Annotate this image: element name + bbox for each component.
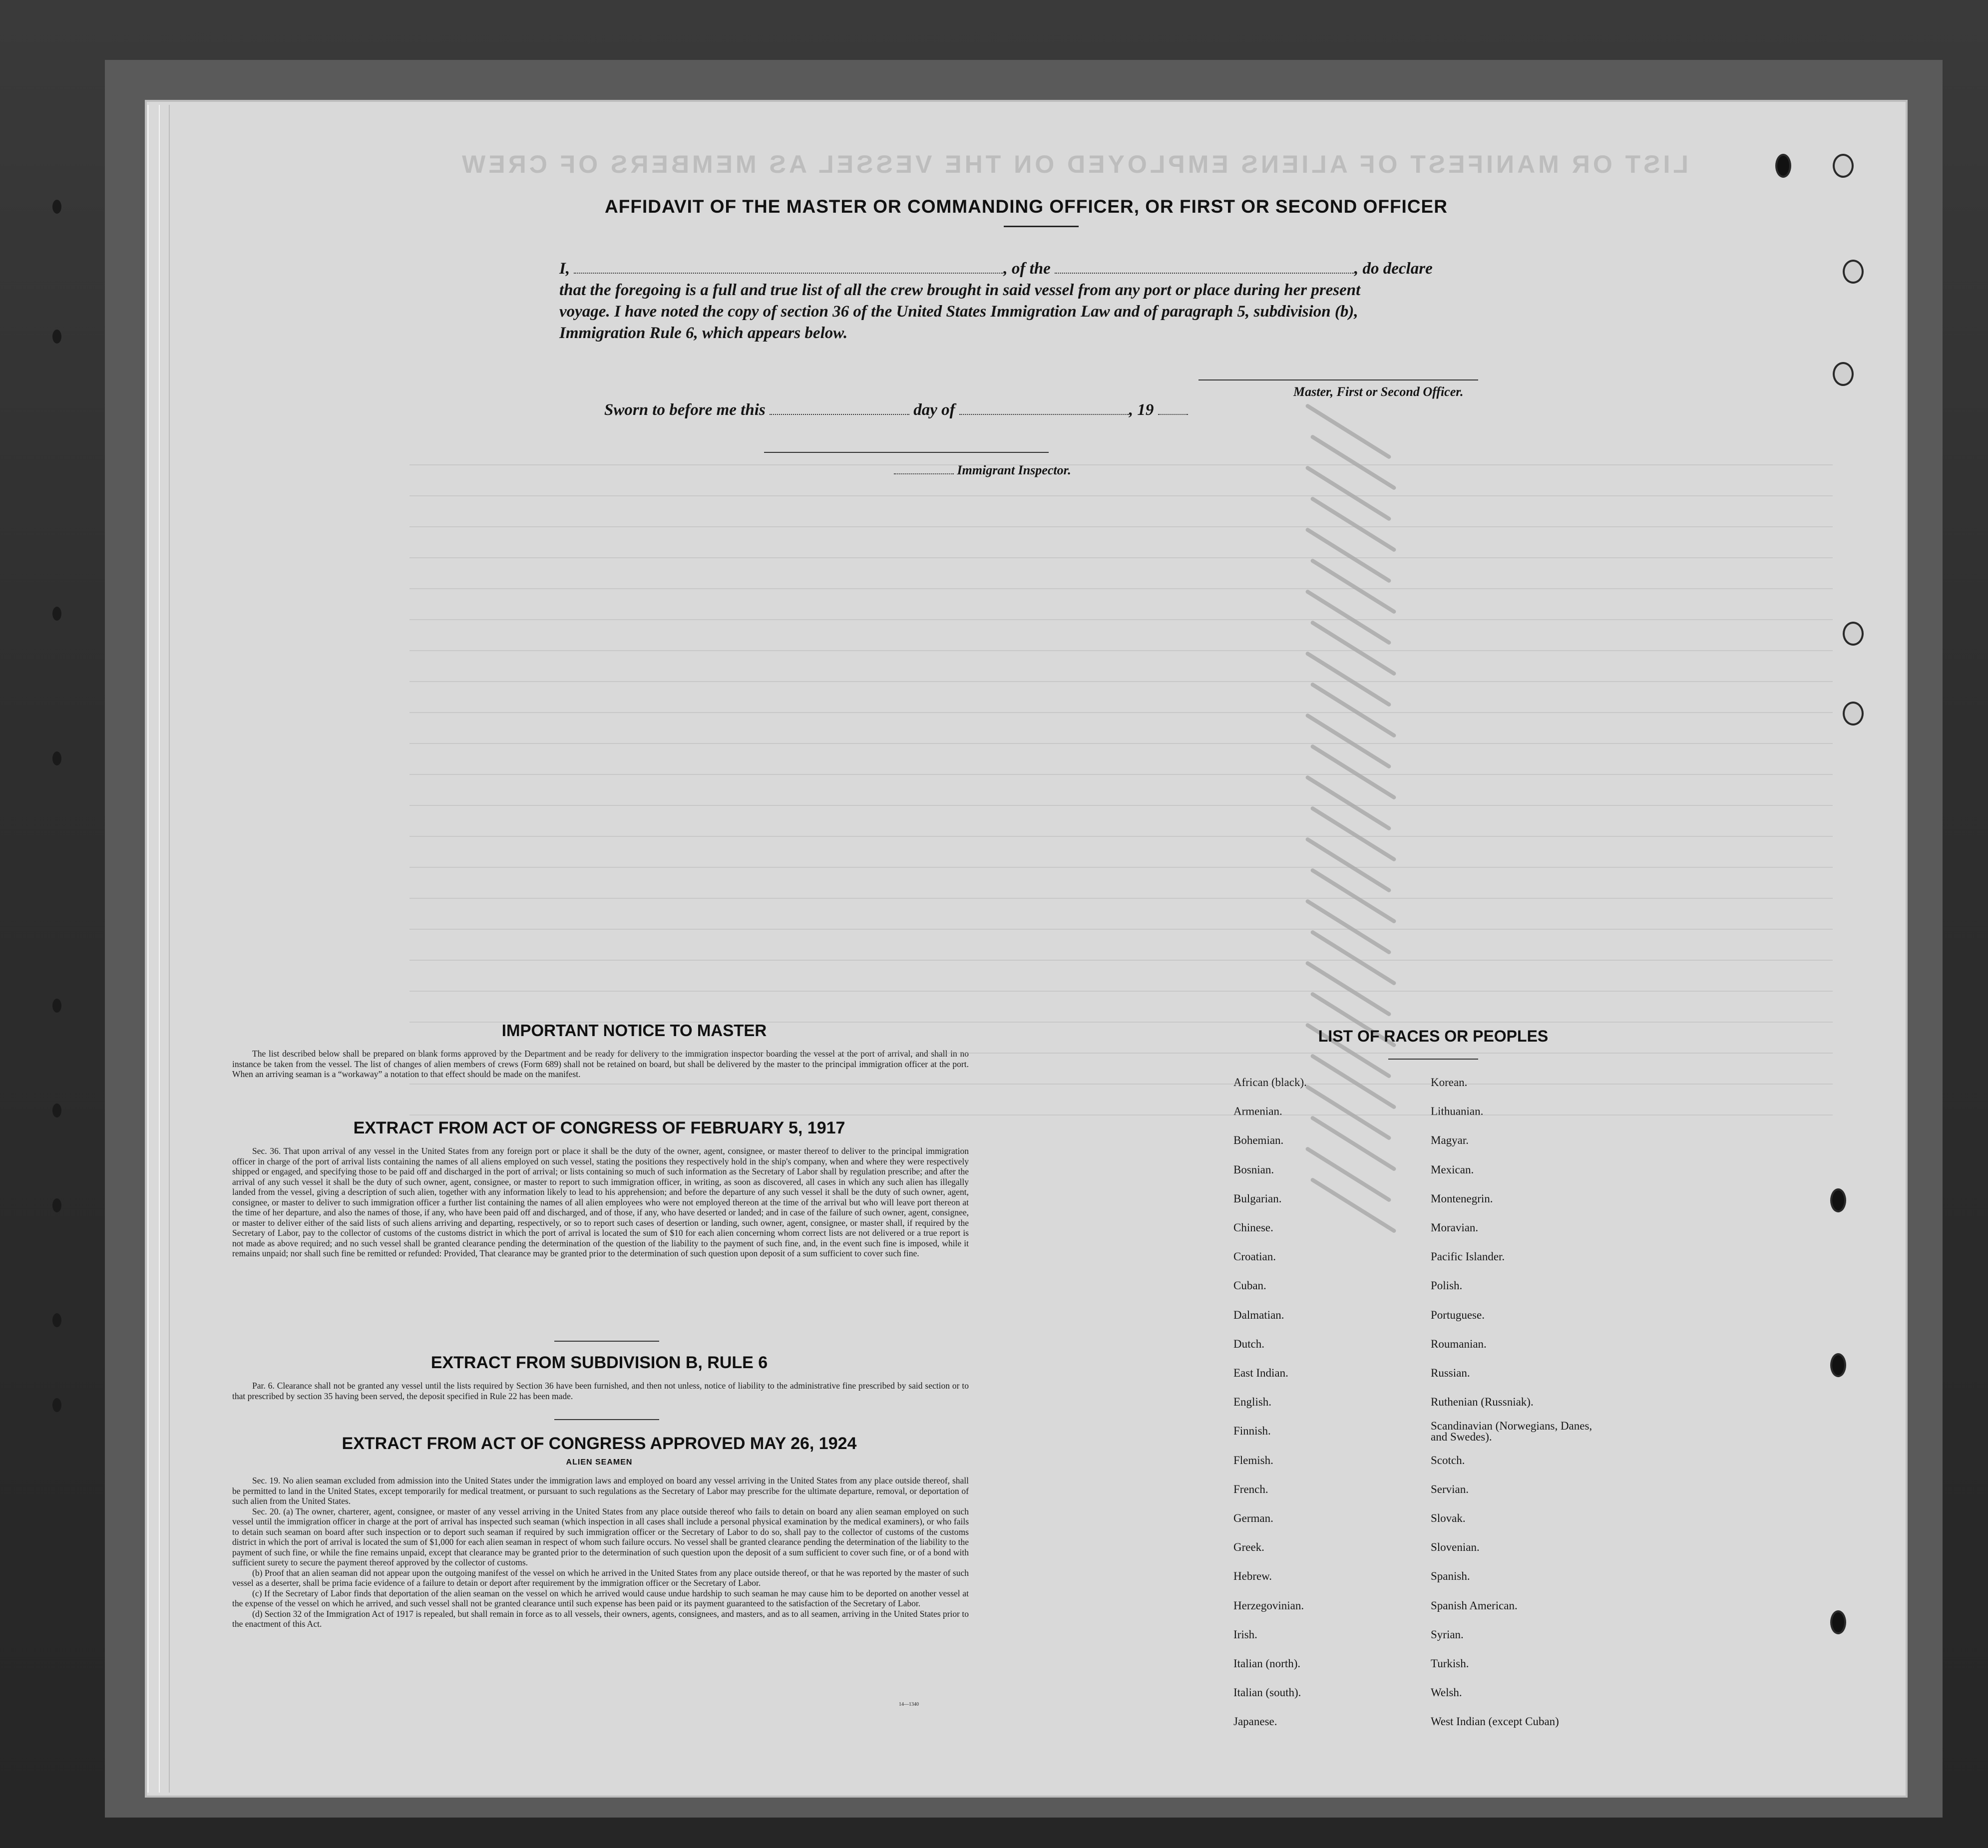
extract-1924-body	[232, 1476, 969, 1629]
race-item: Lithuanian.	[1431, 1105, 1484, 1118]
bleed-through-row	[409, 991, 1833, 992]
affidavit-line-1	[559, 260, 1433, 278]
bleed-through-row	[409, 557, 1833, 558]
race-item: Portuguese.	[1431, 1308, 1485, 1321]
race-item: Servian.	[1431, 1482, 1469, 1495]
race-item: Dalmatian.	[1233, 1308, 1284, 1321]
section-rule	[554, 1341, 659, 1342]
race-item: Finnish.	[1233, 1425, 1271, 1438]
affidavit-title: AFFIDAVIT OF THE MASTER OR COMMANDING OFFICER, OR FIRST OR SECOND OFFICER	[605, 196, 1448, 217]
bleed-through-row	[409, 1053, 1833, 1054]
race-item: Moravian.	[1431, 1221, 1479, 1234]
extract-1924-title: EXTRACT FROM ACT OF CONGRESS APPROVED MAY 26, 1924	[342, 1434, 857, 1453]
section-rule	[554, 1419, 659, 1420]
bleed-through-row	[409, 743, 1833, 744]
race-item: Bohemian.	[1233, 1134, 1284, 1147]
affidavit-line-2: that the foregoing is a full and true list of all the crew brought in said vessel from any port or place during her present	[559, 281, 1361, 299]
bleed-through-row	[409, 619, 1833, 620]
sworn-day-blank	[770, 404, 909, 415]
bleed-through-row	[409, 1022, 1833, 1023]
affidavit-declare: , do declare	[1354, 260, 1433, 278]
race-item: Pacific Islander.	[1431, 1250, 1505, 1263]
binder-pin	[52, 1198, 61, 1212]
race-item: Russian.	[1431, 1367, 1470, 1379]
bleed-through-row	[409, 526, 1833, 527]
binder-hole	[1843, 622, 1864, 646]
race-item: Scotch.	[1431, 1454, 1465, 1467]
race-item: Korean.	[1431, 1076, 1468, 1089]
sworn-year-blank	[1158, 404, 1188, 415]
binder-pin	[52, 1313, 61, 1327]
race-item: Mexican.	[1431, 1163, 1474, 1176]
bleed-through-row	[409, 712, 1833, 713]
notice-body: The list described below shall be prepared on blank forms approved by the Department and be ready for delivery to the immigration inspector boarding the vessel at the port of arrival, and shall in no instance be taken from the vessel. The list of changes of alien members of crews (Form 689) shall not be retained on board, but shall be delivered by the master to the principal immigration officer at the port. When an arriving seaman is a “workaway” a notation to that effect should be made on the manifest.	[232, 1049, 969, 1079]
race-item: Ruthenian (Russniak).	[1431, 1396, 1534, 1409]
inspector-lead-blank	[894, 467, 954, 474]
title-rule	[1004, 226, 1079, 227]
race-item: Slovak.	[1431, 1512, 1466, 1524]
bleed-through-row	[409, 650, 1833, 651]
binder-pin	[52, 751, 61, 765]
affidavit-i: I,	[559, 260, 570, 278]
sworn-day-of: day of	[913, 401, 955, 419]
bleed-through-row	[409, 867, 1833, 868]
binder-hole	[1843, 260, 1864, 284]
bleed-through-row	[409, 898, 1833, 899]
race-item: Magyar.	[1431, 1134, 1469, 1147]
race-item: Italian (north).	[1233, 1657, 1301, 1670]
name-blank	[574, 263, 1003, 274]
binder-hole	[1833, 154, 1854, 178]
binder-pin	[52, 999, 61, 1013]
race-item: Montenegrin.	[1431, 1192, 1493, 1205]
race-item: Irish.	[1233, 1628, 1257, 1641]
race-item: Italian (south).	[1233, 1686, 1301, 1699]
sec-19-text: Sec. 19. No alien seaman excluded from admission into the United States under the immigration laws and employed on board any vessel arriving in the United States from any place outside thereof, shall be permitted to land in the United States, except temporarily for medical treatment, or pursuant to such regulations as the Secretary of Labor may prescribe for the ultimate departure, removal, or deportation of such alien from the United States.	[232, 1476, 969, 1506]
binder-pin	[52, 200, 61, 214]
sworn-label: Sworn to before me this	[604, 401, 766, 419]
sworn-month-blank	[959, 404, 1129, 415]
race-item: Slovenian.	[1431, 1541, 1480, 1554]
bleed-through-row	[409, 1114, 1833, 1115]
bleed-through-row	[409, 929, 1833, 930]
form-number: 14—1340	[899, 1702, 919, 1707]
race-item: Scandinavian (Norwegians, Danes, and Swedes).	[1431, 1420, 1592, 1444]
race-item: Spanish American.	[1431, 1599, 1518, 1612]
master-signature-label: Master, First or Second Officer.	[1293, 384, 1464, 399]
binder-pin	[52, 330, 61, 344]
affidavit-of-the: , of the	[1003, 260, 1051, 278]
binder-hole	[1830, 1188, 1846, 1212]
extract-1917-body: Sec. 36. That upon arrival of any vessel in the United States from any foreign port or place it shall be the duty of the owner, agent, consignee, or master thereof to deliver to the principal immigration officer in charge of the port of arrival lists containing the names of all aliens employed on such vessel, stating the positions they respectively hold in the ship's company, when and where they were respectively shipped or engaged, and specifying those to be paid off and discharged in the port of arrival; or lists containing so much of such information as the Secretary of Labor shall by regulation prescribe; and after the arrival of any such vessel it shall be the duty of such owner, agent, consignee, or master to report to such immigration officer, in writing, as soon as discovered, all cases in which any such alien has illegally landed from the vessel, giving a description of such alien, together with any information likely to lead to his apprehension; and before the departure of any such vessel it shall be the duty of such owner, agent, consignee, or master to deliver to such immigration officer a further list containing the names of all alien employees who were not employed thereon at the time of the arrival but who will leave port thereon at the time of her departure, and also the names of those, if any, who have been paid off and discharged, and of those, if any, who have deserted or landed; and in case of the failure of such owner, agent, consignee, or master to deliver either of the said lists of such aliens arriving and departing, respectively, or so to report such cases of desertion or landing, such owner, agent, consignee, or master shall, if required by the Secretary of Labor, pay to the collector of customs of the customs district in which the port of arrival is located the sum of $10 for each alien concerning whom correct lists are not delivered or a true report is not made as above required; and no such vessel shall be granted clearance pending the determination of the question of the liability to the payment of such fine, and, in the event such fine is imposed, while it remains unpaid; nor shall such fine be remitted or refunded: Provided, That clearance may be granted prior to the determination of such question upon deposit of a sum sufficient to cover such fine.	[232, 1146, 969, 1258]
race-item: Flemish.	[1233, 1454, 1273, 1467]
binder-pin	[52, 607, 61, 621]
bleed-through-row	[409, 836, 1833, 837]
sec-20c-text: (c) If the Secretary of Labor finds that deportation of the alien seaman on the vessel on which he arrived would cause undue hardship to such seaman he may cause him to be deported on another vessel at the expense of the vessel on which he arrived, and such vessel shall not be granted clearance until such expense has been paid or its payment guaranteed to the satisfaction of the Secretary of Labor.	[232, 1588, 969, 1608]
sec-20b-text: (b) Proof that an alien seaman did not appear upon the outgoing manifest of the vessel on which he arrived in the United States from any place outside thereof, or that he was reported by the master of such vessel as a deserter, shall be prima facie evidence of a failure to detain or deport after requirement by the immigration officer or the Secretary of Labor.	[232, 1567, 969, 1588]
bleed-through-row	[409, 960, 1833, 961]
sec-20a-text: Sec. 20. (a) The owner, charterer, agent, consignee, or master of any vessel arriving in the United States from any place outside thereof who fails to detain on board any alien seaman employed on such vessel until the immigration officer in charge at the port of arrival has inspected such seaman (which inspection in all cases shall include a personal physical examination by the medical examiners), or who fails to detain such seaman on board after such inspection or to deport such seaman if required by such immigration officer or the Secretary of Labor to do so, shall pay to the collector of customs of the customs district in which the port of arrival is located the sum of $1,000 for each alien seaman in respect of whom such failure occurs. No vessel shall be granted clearance pending the determination of the liability to the payment of such fine, or while the fine remains unpaid, except that clearance may be granted prior to the determination of such question upon the deposit of a sum sufficient to cover such fine, or of a bond with sufficient surety to secure the payment thereof approved by the collector of customs.	[232, 1506, 969, 1567]
race-item: West Indian (except Cuban)	[1431, 1715, 1559, 1728]
binder-hole	[1843, 702, 1864, 726]
sec-20d-text: (d) Section 32 of the Immigration Act of 1917 is repealed, but shall remain in force as to all vessels, their owners, agents, consignees, and masters, and as to all seamen, arriving in the United States prior to the enactment of this Act.	[232, 1608, 969, 1629]
binder-pin	[52, 1398, 61, 1412]
race-item: Turkish.	[1431, 1657, 1469, 1670]
races-title-rule	[1388, 1059, 1478, 1060]
race-item: Japanese.	[1233, 1715, 1277, 1728]
master-signature-line	[1198, 379, 1478, 380]
inspector-signature-label: Immigrant Inspector.	[894, 463, 1071, 478]
race-item: English.	[1233, 1396, 1272, 1409]
race-item: Welsh.	[1431, 1686, 1462, 1699]
race-item: French.	[1233, 1482, 1268, 1495]
binder-pin	[52, 1104, 61, 1117]
race-item: Hebrew.	[1233, 1570, 1272, 1583]
bleed-through-row	[409, 464, 1833, 465]
race-item: East Indian.	[1233, 1367, 1288, 1379]
affidavit-line-3: voyage. I have noted the copy of section 36 of the United States Immigration Law and of paragraph 5, subdivision (b),	[559, 303, 1358, 321]
sworn-year: , 19	[1129, 401, 1154, 419]
race-item: Polish.	[1431, 1279, 1463, 1292]
race-item: Greek.	[1233, 1541, 1264, 1554]
notice-title: IMPORTANT NOTICE TO MASTER	[501, 1021, 767, 1040]
bleed-through-row	[409, 681, 1833, 682]
sworn-line	[604, 401, 1188, 419]
race-item: Croatian.	[1233, 1250, 1276, 1263]
races-title: LIST OF RACES OR PEOPLES	[1318, 1027, 1549, 1045]
extract-1924-subtitle: ALIEN SEAMEN	[566, 1458, 633, 1467]
bleed-through-row	[409, 588, 1833, 589]
bleed-through-title: LIST OR MANIFEST OF ALIENS EMPLOYED ON THE VESSEL AS MEMBERS OF CREW	[459, 150, 1688, 178]
race-item: Chinese.	[1233, 1221, 1273, 1234]
extract-rule6-body: Par. 6. Clearance shall not be granted any vessel until the lists required by Section 36 have been furnished, and then not unless, notice of liability to the administrative fine prescribed by said section or to that prescribed by section 35 having been served, the deposit specified in Rule 22 has been made.	[232, 1381, 969, 1401]
page-edge	[159, 105, 180, 1793]
extract-1917-title: EXTRACT FROM ACT OF CONGRESS OF FEBRUARY 5, 1917	[353, 1118, 845, 1137]
race-item: German.	[1233, 1512, 1273, 1524]
binder-hole	[1775, 154, 1791, 178]
bleed-through-row	[409, 774, 1833, 775]
vessel-blank	[1055, 263, 1354, 274]
race-item: Armenian.	[1233, 1105, 1282, 1118]
race-item: African (black).	[1233, 1076, 1307, 1089]
race-item: Dutch.	[1233, 1337, 1264, 1350]
race-item: Herzegovinian.	[1233, 1599, 1304, 1612]
race-item: Bosnian.	[1233, 1163, 1274, 1176]
race-item: Bulgarian.	[1233, 1192, 1282, 1205]
binder-hole	[1830, 1353, 1846, 1377]
binder-hole	[1833, 362, 1854, 386]
race-item: Roumanian.	[1431, 1337, 1487, 1350]
extract-rule6-title: EXTRACT FROM SUBDIVISION B, RULE 6	[430, 1353, 768, 1372]
bleed-through-row	[409, 495, 1833, 496]
binder-hole	[1830, 1610, 1846, 1634]
race-item: Syrian.	[1431, 1628, 1464, 1641]
affidavit-line-4: Immigration Rule 6, which appears below.	[559, 324, 848, 342]
race-item: Spanish.	[1431, 1570, 1470, 1583]
race-item: Cuban.	[1233, 1279, 1266, 1292]
bleed-through-row	[409, 805, 1833, 806]
bleed-through-row	[409, 1084, 1833, 1085]
inspector-signature-line	[764, 452, 1049, 453]
